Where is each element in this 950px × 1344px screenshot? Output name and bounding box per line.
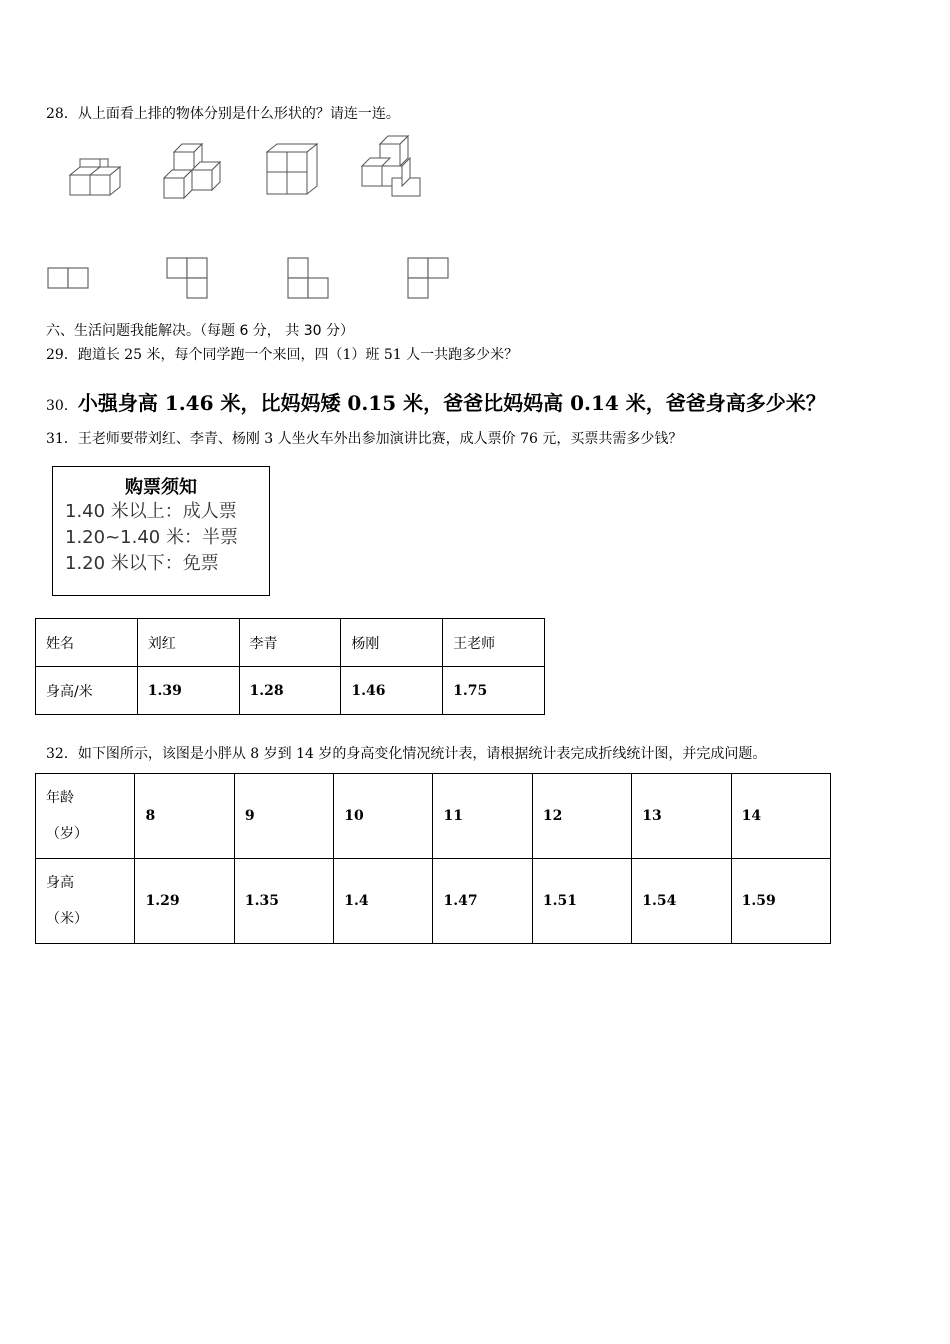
table-cell: 9	[234, 774, 333, 859]
table-cell: 1.39	[137, 667, 239, 715]
ticket-notice-line: 1.40 米以上：成人票	[65, 501, 237, 522]
question-31: 31．王老师要带刘红、李青、杨刚 3 人坐火车外出参加演讲比赛，成人票价 76 元，买票共需多少钱？	[46, 431, 683, 447]
table-cell: 8	[135, 774, 234, 859]
table-cell: 11	[433, 774, 532, 859]
table-cell: 1.28	[239, 667, 341, 715]
table-header-cell	[36, 774, 135, 859]
question-30-text: 小强身高 1.46 米，比妈妈矮 0.15 米，爸爸比妈妈高 0.14 米，爸爸身高多少米？	[77, 391, 826, 415]
question-30-number: 30．	[46, 398, 78, 414]
table-header-cell	[36, 859, 135, 944]
age-label: 年龄	[46, 790, 74, 806]
table-cell: 1.47	[433, 859, 532, 944]
cube-figure-4	[362, 136, 420, 196]
top-view-3	[288, 258, 328, 298]
ticket-notice-box	[52, 466, 270, 596]
table-row	[36, 859, 831, 944]
table-cell: 1.54	[632, 859, 731, 944]
top-view-4	[408, 258, 448, 298]
table-cell: 1.29	[135, 859, 234, 944]
question-28: 28．从上面看上排的物体分别是什么形状的？请连一连。	[46, 106, 400, 122]
table-cell: 1.75	[443, 667, 545, 715]
question-30	[46, 387, 826, 416]
cube-figures	[60, 130, 440, 210]
table-row	[36, 619, 545, 667]
cube-figure-1	[70, 159, 120, 195]
ticket-notice-line: 1.20~1.40 米：半票	[65, 527, 238, 548]
table-cell: 刘红	[137, 619, 239, 667]
top-view-1	[48, 268, 88, 288]
table-row	[36, 667, 545, 715]
question-29: 29．跑道长 25 米，每个同学跑一个来回，四（1）班 51 人一共跑多少米？	[46, 347, 519, 363]
table-row	[36, 774, 831, 859]
height-unit: （米）	[46, 911, 88, 927]
table-cell: 身高/米	[36, 667, 138, 715]
table-cell: 1.51	[532, 859, 631, 944]
ticket-notice-line: 1.20 米以下：免票	[65, 553, 219, 574]
table-cell: 14	[731, 774, 830, 859]
table-cell: 1.59	[731, 859, 830, 944]
table-cell: 1.35	[234, 859, 333, 944]
height-table-32	[35, 773, 831, 944]
cube-figure-3	[267, 144, 317, 194]
section-6-heading: 六、生活问题我能解决。（每题 6 分， 共 30 分）	[46, 323, 354, 339]
table-cell: 李青	[239, 619, 341, 667]
age-unit: （岁）	[46, 826, 88, 842]
table-cell: 10	[334, 774, 433, 859]
table-cell: 杨刚	[341, 619, 443, 667]
cube-figure-2	[164, 144, 220, 198]
table-cell: 12	[532, 774, 631, 859]
top-view-shapes	[40, 252, 470, 307]
table-cell: 1.46	[341, 667, 443, 715]
table-cell: 姓名	[36, 619, 138, 667]
table-cell: 1.4	[334, 859, 433, 944]
question-32: 32．如下图所示，该图是小胖从 8 岁到 14 岁的身高变化情况统计表，请根据统计表完成折线统计图，并完成问题。	[46, 746, 767, 762]
table-cell: 13	[632, 774, 731, 859]
ticket-notice-title: 购票须知	[125, 477, 197, 498]
top-view-2	[167, 258, 207, 298]
table-cell: 王老师	[443, 619, 545, 667]
height-label: 身高	[46, 875, 74, 891]
height-table-31	[35, 618, 545, 715]
